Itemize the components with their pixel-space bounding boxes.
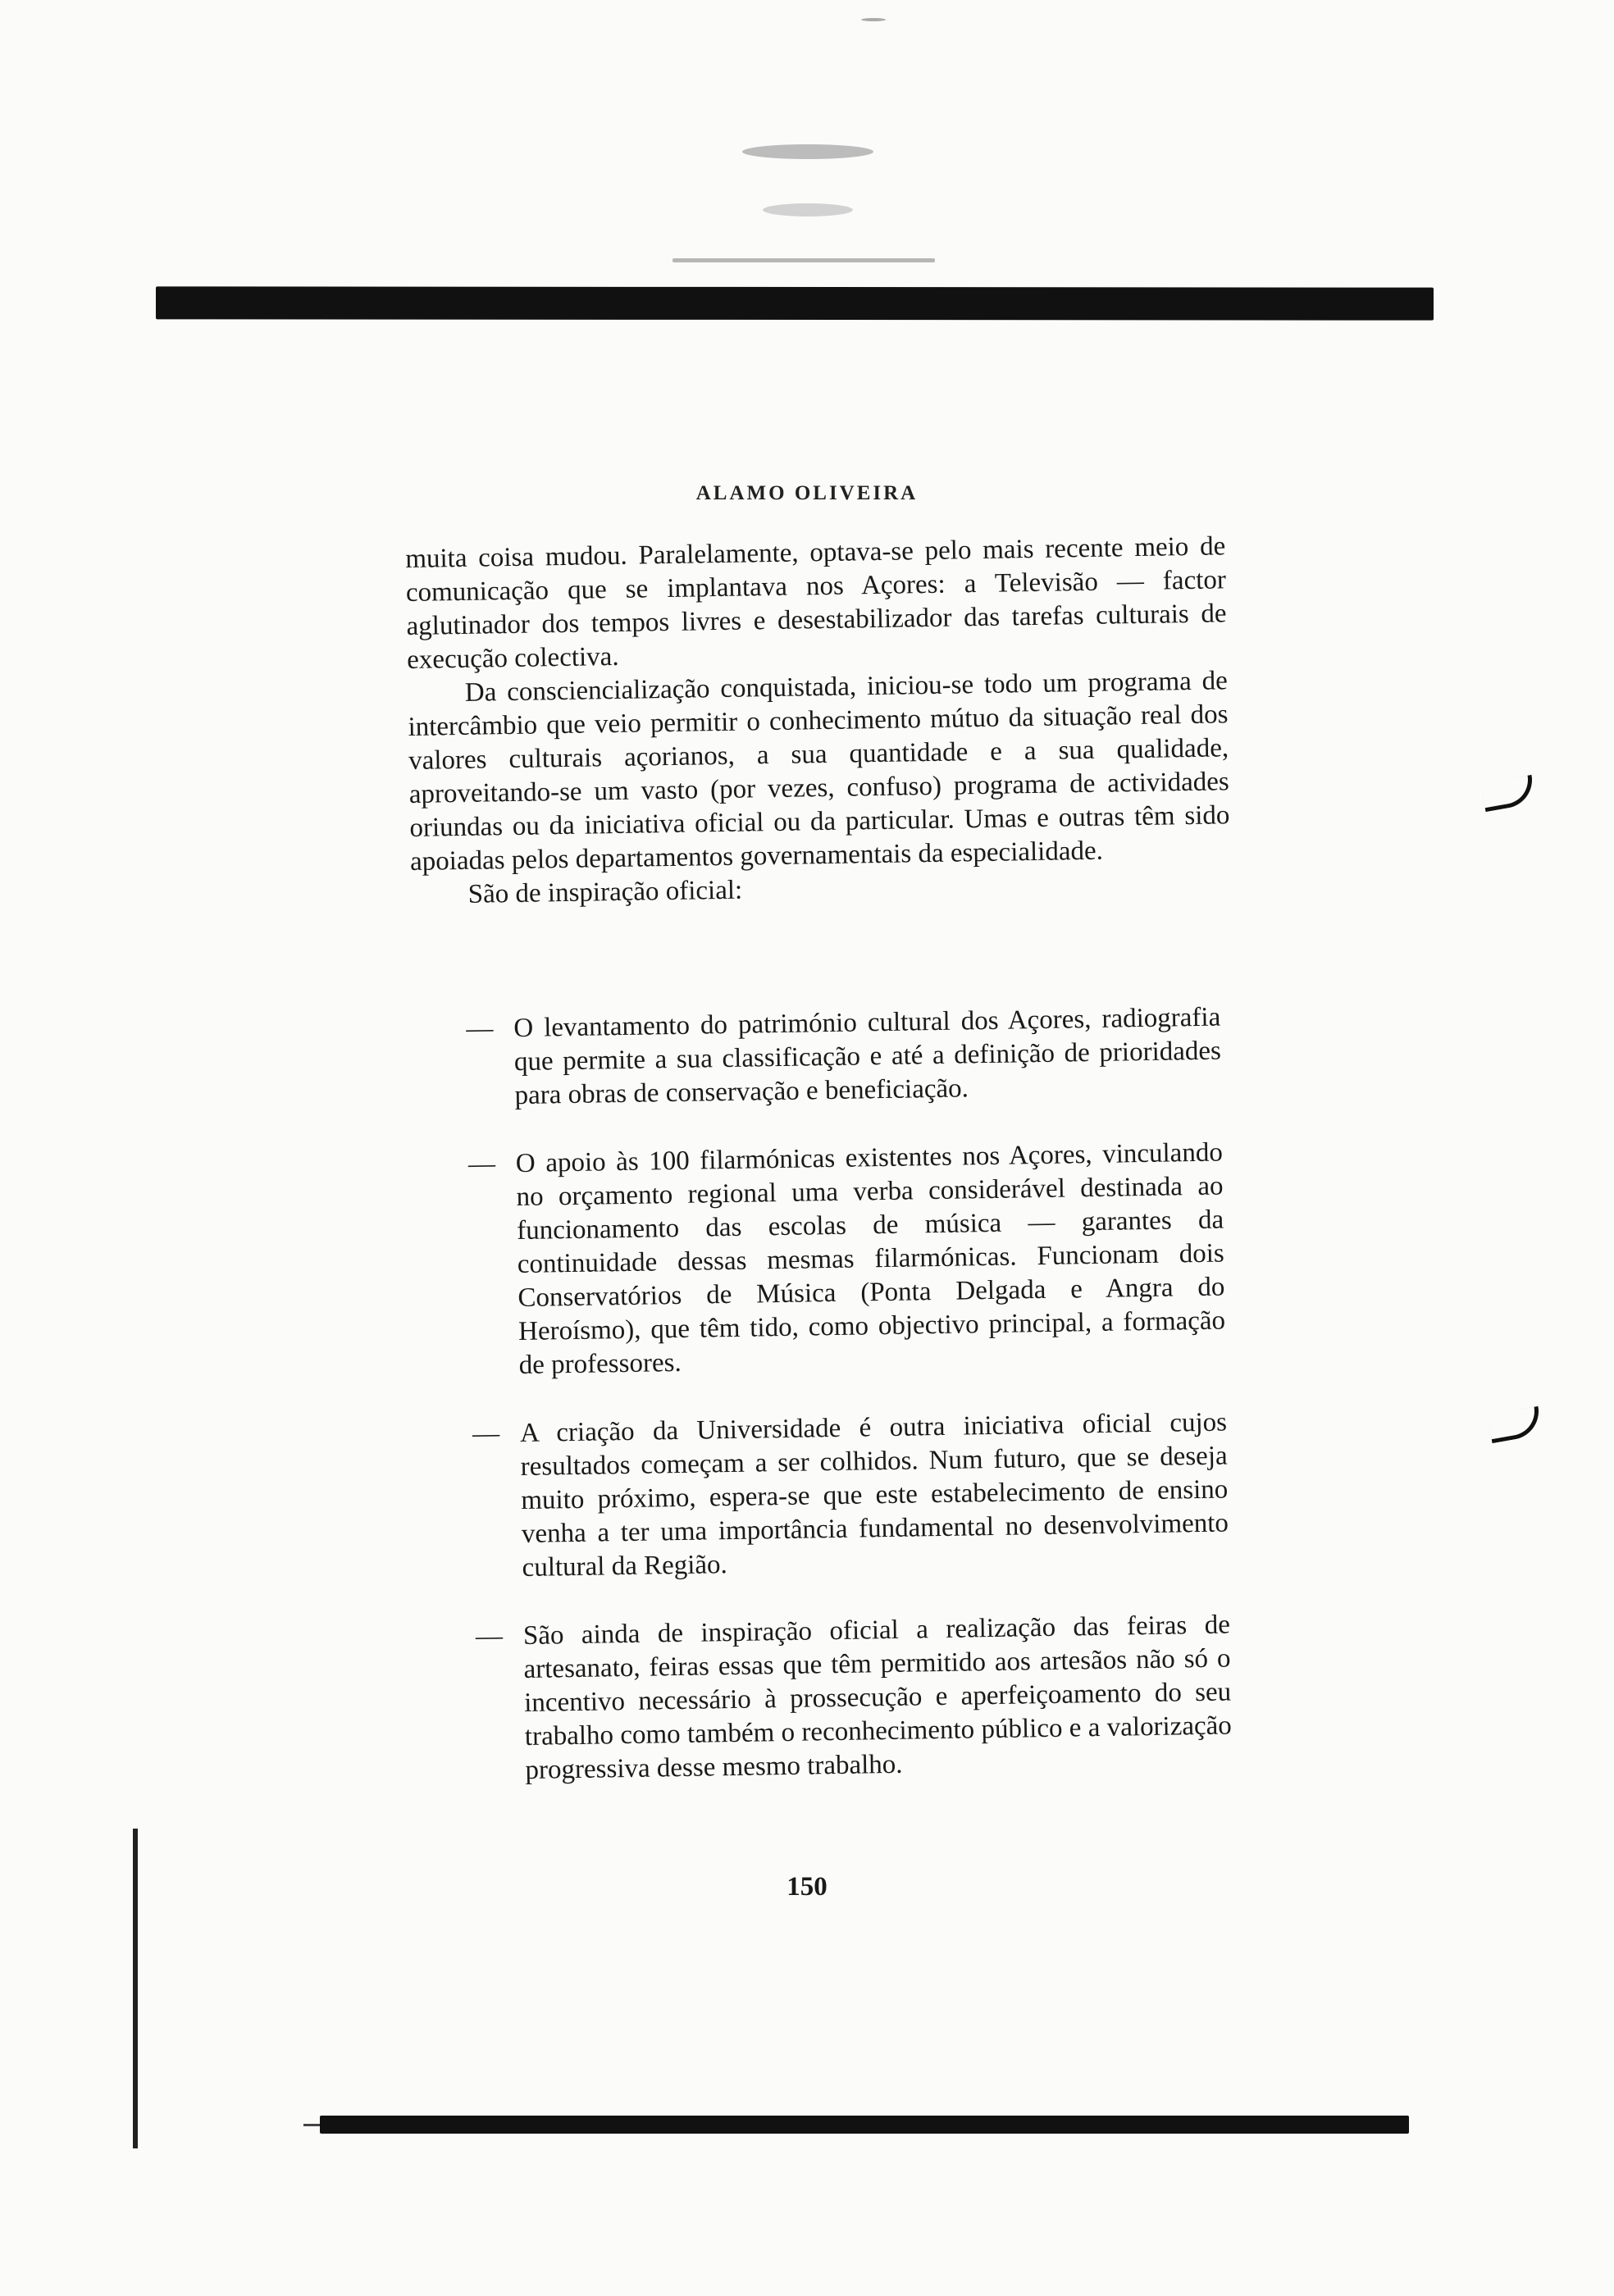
- dash-marker: —: [467, 1149, 496, 1179]
- scan-smudge: [861, 18, 886, 21]
- scan-smudge: [763, 203, 853, 216]
- scan-smudge: [672, 258, 935, 262]
- pen-check-mark: [1480, 775, 1536, 812]
- list-item: [466, 1001, 1222, 1114]
- pen-check-mark: [1487, 1406, 1543, 1443]
- list-item: [472, 1405, 1229, 1585]
- list-item-text: O levantamento do património cultural dos Açores, radiografia que permite a sua classificação e até a definição de prioridades para obras de conservação e beneficiação.: [513, 1002, 1222, 1111]
- list-item: [468, 1137, 1226, 1383]
- scan-top-border: [156, 286, 1434, 320]
- running-header: ALAMO OLIVEIRA: [695, 482, 919, 504]
- list-item-text: A criação da Universidade é outra iniciativa oficial cujos resultados começam a ser colhidos. Num futuro, que se deseja muito próximo, espera-se que este estabelecimento de ensino venha a ter uma importância fundamental no desenvolvimento cultural da Região.: [519, 1407, 1229, 1583]
- page-number: 150: [786, 1872, 828, 1902]
- paragraph-1: muita coisa mudou. Paralelamente, optava-se pelo mais recente meio de comunicação que se implantava nos Açores: a Televisão — factor aglutinador dos tempos livres e desestabilizador das tarefas culturais de execução colectiva.: [405, 531, 1227, 675]
- dash-marker: —: [472, 1419, 500, 1449]
- list-item-text: São ainda de inspiração oficial a realização das feiras de artesanato, feiras essas que têm permitido aos artesãos não só o incentivo necessário à prossecução e aperfeiçoamento do seu trabalho como também o reconhecimento público e a valorização progressiva desse mesmo trabalho.: [522, 1610, 1233, 1785]
- list-item-text: O apoio às 100 filarmónicas existentes nos Açores, vinculando no orçamento regional uma verba considerável destinada ao funcionamento das escolas de música — garantes da continuidade dessas mesmas filarmónicas. Funcionam dois Conservatórios de Música (Ponta Delgada e Angra do Heroísmo), que têm tido, como objectivo principal, a formação de professores.: [515, 1137, 1226, 1381]
- scan-left-edge: [133, 1829, 138, 2148]
- paragraph-2: Da consciencialização conquistada, iniciou-se todo um programa de intercâmbio que veio permitir o conhecimento mútuo da situação real dos valores culturais açorianos, a sua quantidade e a sua qualidade, aproveitando-se um vasto (por vezes, confuso) programa de actividades oriundas ou da iniciativa oficial ou da particular. Umas e outras têm sido apoiadas pelos departamentos governamentais da especialidade.: [408, 666, 1230, 877]
- list-item: [476, 1608, 1233, 1788]
- scan-bottom-border: [320, 2116, 1409, 2134]
- dash-marker: —: [475, 1621, 504, 1651]
- body-text: [405, 530, 1231, 913]
- dash-marker: —: [466, 1014, 494, 1044]
- scan-smudge: [742, 144, 873, 159]
- bullet-list: [466, 1001, 1233, 1823]
- paragraph-3: São de inspiração oficial:: [467, 875, 743, 909]
